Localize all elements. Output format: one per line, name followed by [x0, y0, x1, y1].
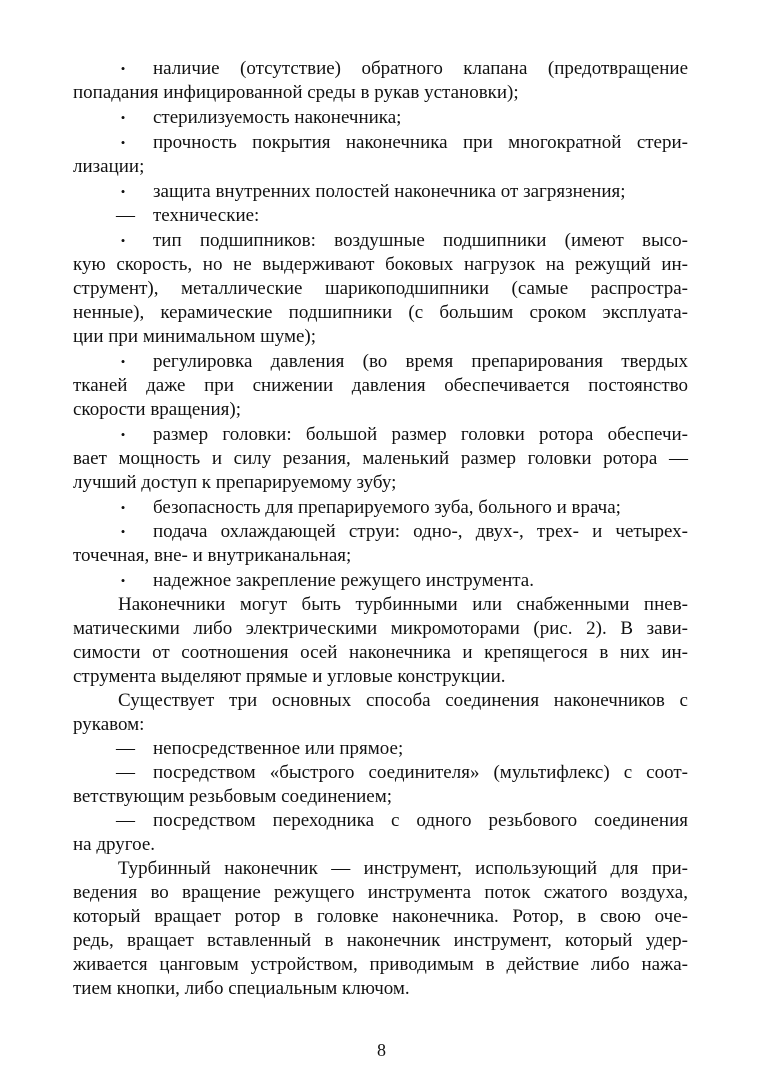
text-line: попадания инфицированной среды в рукав установки); — [73, 82, 519, 103]
text-line: струмент), металлические шарикоподшипники (самые распростра- — [73, 278, 688, 299]
text-line: прочность покрытия наконечника при многократной стери- — [153, 132, 688, 153]
bullet-marker: • — [120, 184, 126, 199]
bullet-marker: • — [120, 354, 126, 369]
text-line: который вращает ротор в головке наконечника. Ротор, в свою оче- — [73, 906, 688, 927]
bullet-marker: • — [120, 233, 126, 248]
text-line: скорости вращения); — [73, 399, 241, 420]
text-line: посредством переходника с одного резьбового соединения — [153, 810, 688, 831]
bullet-marker: • — [120, 110, 126, 125]
bullet-marker: • — [120, 135, 126, 150]
text-line: ненные), керамические подшипники (с большим сроком эксплуата- — [73, 302, 688, 323]
text-line: надежное закрепление режущего инструмента. — [153, 570, 534, 591]
text-line: тканей даже при снижении давления обеспечивается постоянство — [73, 375, 688, 396]
text-line: кую скорость, но не выдерживают боковых нагрузок на режущий ин- — [73, 254, 688, 275]
text-line: безопасность для препарируемого зуба, больного и врача; — [153, 497, 621, 518]
text-line: вает мощность и силу резания, маленький размер головки ротора — — [73, 448, 688, 469]
text-line: наличие (отсутствие) обратного клапана (предотвращение — [153, 58, 688, 79]
text-line: стерилизуемость наконечника; — [153, 107, 402, 128]
text-line: регулировка давления (во время препарирования твердых — [153, 351, 688, 372]
text-line: размер головки: большой размер головки ротора обеспечи- — [153, 424, 688, 445]
bullet-marker: • — [120, 573, 126, 588]
dash-marker: — — [116, 738, 135, 759]
text-line: непосредственное или прямое; — [153, 738, 404, 759]
text-line: рукавом: — [73, 714, 145, 735]
bullet-marker: • — [120, 61, 126, 76]
page-number: 8 — [377, 1040, 386, 1060]
dash-marker: — — [116, 762, 135, 783]
bullet-marker: • — [120, 500, 126, 515]
text-line: Наконечники могут быть турбинными или снабженными пнев- — [118, 594, 688, 615]
text-line: посредством «быстрого соединителя» (мультифлекс) с соот- — [153, 762, 688, 783]
text-line: живается цанговым устройством, приводимым в действие либо нажа- — [73, 954, 688, 975]
text-line: на другое. — [73, 834, 156, 855]
text-line: ветствующим резьбовым соединением; — [73, 786, 393, 807]
bullet-marker: • — [120, 524, 126, 539]
text-line: подача охлаждающей струи: одно-, двух-, трех- и четырех- — [153, 521, 688, 542]
text-line: лучший доступ к препарируемому зубу; — [73, 472, 397, 493]
dash-marker: — — [116, 205, 135, 226]
text-line: защита внутренних полостей наконечника от загрязнения; — [153, 181, 626, 202]
dash-marker: — — [116, 810, 135, 831]
text-line: редь, вращает вставленный в наконечник инструмент, который удер- — [73, 930, 688, 951]
text-line: струмента выделяют прямые и угловые конструкции. — [73, 666, 506, 687]
text-line: точечная, вне- и внутриканальная; — [73, 545, 352, 566]
text-line: матическими либо электрическими микромоторами (рис. 2). В зави- — [73, 618, 688, 639]
text-line: Турбинный наконечник — инструмент, использующий для при- — [118, 858, 688, 879]
bullet-marker: • — [120, 427, 126, 442]
text-line: ции при минимальном шуме); — [73, 326, 317, 347]
text-line: тип подшипников: воздушные подшипники (имеют высо- — [153, 230, 688, 251]
text-line: тием кнопки, либо специальным ключом. — [73, 978, 410, 999]
text-line: технические: — [153, 205, 260, 226]
text-line: ведения во вращение режущего инструмента поток сжатого воздуха, — [73, 882, 688, 903]
text-line: симости от соотношения осей наконечника и крепящегося в них ин- — [73, 642, 688, 663]
text-line: Существует три основных способа соединения наконечников с — [118, 690, 688, 711]
text-line: лизации; — [73, 156, 145, 177]
